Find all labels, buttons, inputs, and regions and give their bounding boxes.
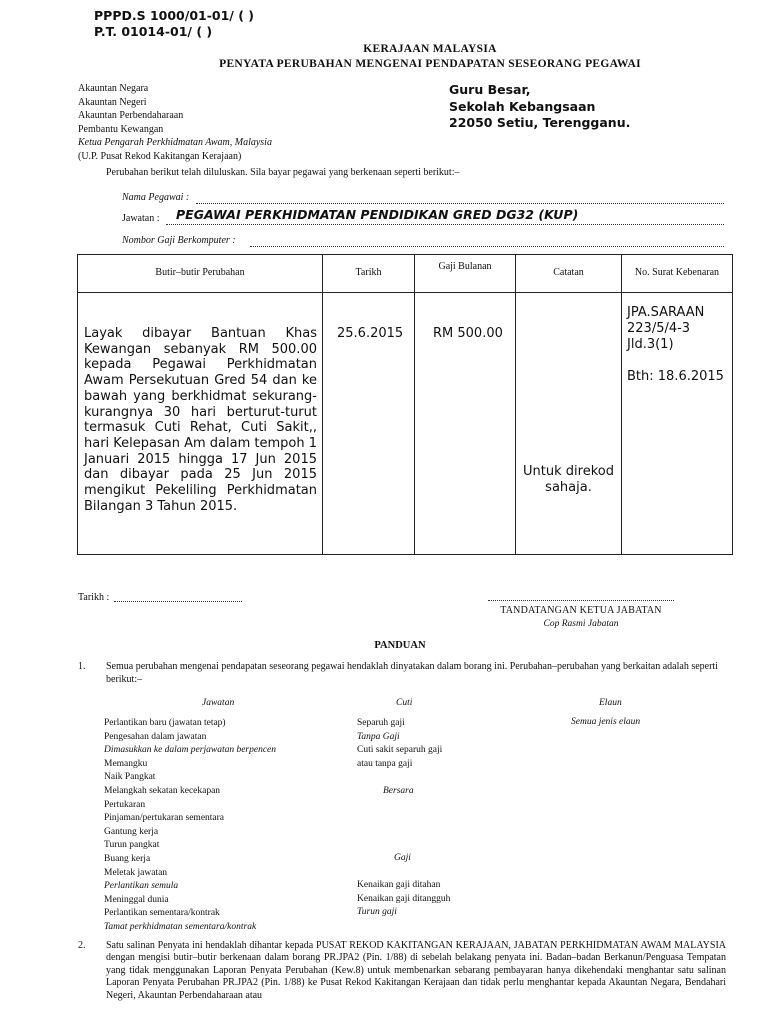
list-item: Meninggal dunia [104, 894, 169, 905]
jawatan-list [104, 717, 276, 935]
table-col-divider [515, 254, 516, 555]
header-surat: No. Surat Kebenaran [634, 267, 720, 278]
list-item: Turun gaji [357, 907, 397, 918]
table-header-divider [77, 292, 733, 293]
header-tarikh: Tarikh [355, 267, 382, 278]
list-item: Perlantikan semula [104, 881, 179, 892]
header-catatan: Catatan [553, 267, 584, 278]
list-item: Naik Pangkat [104, 772, 156, 783]
list-item: Gantung kerja [104, 826, 159, 837]
gaji-berkomputer-field[interactable] [250, 246, 724, 247]
header-gaji-bulanan: Gaji Bulanan [438, 261, 492, 272]
list-item: Perlantikan sementara/kontrak [104, 908, 220, 919]
jawatan-label: Jawatan : [122, 213, 160, 224]
table-col-divider [322, 254, 323, 555]
list-item: Memangku [104, 758, 148, 769]
cell-catatan: Untuk direkod sahaja. [523, 464, 614, 495]
table-col-divider [414, 254, 415, 555]
bersara-heading: Bersara [383, 786, 414, 796]
panduan-item1-text: Semua perubahan mengenai pendapatan seseorang pegawai hendaklah dinyatakan dalam borang ini. Perubahan–perubahan yang berkaitan adalah seperti berikut:– [106, 661, 718, 685]
recipient-item: Ketua Pengarah Perkhidmatan Awam, Malaysia [78, 137, 272, 149]
list-item: Tamat perkhidmatan sementara/kontrak [104, 921, 257, 932]
column-heading-jawatan: Jawatan [202, 698, 235, 708]
list-item: Buang kerja [104, 853, 151, 864]
nama-field[interactable] [196, 203, 724, 204]
surat-line: JPA.SARAAN [627, 305, 705, 320]
header-butir: Butir–butir Perubahan [155, 267, 245, 278]
recipient-item: (U.P. Pusat Rekod Kakitangan Kerajaan) [78, 150, 242, 162]
list-item: atau tanpa gaji [357, 758, 413, 769]
cell-tarikh: 25.6.2015 [337, 326, 404, 341]
table-border-bottom [77, 554, 733, 555]
cell-butir-perubahan: Layak dibayar Bantuan Khas Kewangan sebanyak RM 500.00 kepada Pegawai Perkhidmatan Awam Persekutuan Gred 54 dan ke bawah yang berkhidmat sekurang-kurangnya 30 hari berturut-turut termasuk Cuti Rehat, Cuti Sakit,, hari Kelepasan Am dalam tempoh 1 Januari 2015 hingga 17 Jun 2015 dan dibayar pada 25 Jun 2015 mengikut Pekeliling Perkhidmatan Bilangan 3 Tahun 2015. [84, 326, 317, 514]
list-item: Tanpa Gaji [357, 731, 400, 742]
addressee-line: 22050 Setiu, Terengganu. [449, 115, 631, 130]
list-item: Pinjaman/pertukaran sementara [104, 813, 225, 824]
table-col-divider [621, 254, 622, 555]
form-title: PENYATA PERUBAHAN MENGENAI PENDAPATAN SESEORANG PEGAWAI [219, 58, 641, 70]
list-item: Pengesahan dalam jawatan [104, 731, 207, 742]
addressee [449, 82, 630, 132]
jawatan-field-line [166, 224, 724, 225]
gaji-berkomputer-label: Nombor Gaji Berkomputer : [122, 235, 236, 246]
cell-gaji: RM 500.00 [433, 326, 503, 341]
gaji-heading: Gaji [394, 853, 411, 863]
recipient-list [78, 82, 272, 164]
cuti-list [357, 717, 442, 771]
list-item: Kenaikan gaji ditahan [357, 880, 441, 890]
panduan-item1-number: 1. [78, 661, 86, 672]
government-title: KERAJAAN MALAYSIA [363, 43, 497, 55]
list-item: Perlantikan baru (jawatan tetap) [104, 718, 226, 728]
signature-line[interactable] [488, 600, 674, 601]
cell-surat-kebenaran [627, 305, 724, 385]
nama-label: Nama Pegawai : [122, 192, 190, 203]
recipient-item: Akauntan Negeri [78, 96, 147, 108]
stamp-label: Cop Rasmi Jabatan [543, 619, 619, 629]
list-item: Kenaikan gaji ditangguh [357, 893, 451, 904]
panduan-item2-text: Satu salinan Penyata ini hendaklah dihantar kepada PUSAT REKOD KAKITANGAN KERAJAAN, JABATAN PERKHIDMATAN AWAM MALAYSIA dengan mengisi butir–butir berkenaan dalam borang PR.JPA2 (Pin. 1/88) di sebelah belakang penyata ini. Badan–badan Berkanun/Penguasa Tempatan yang tidak menggunakan Laporan Penyata Perubahan (Kew.8) untuk membenarkan sebarang pembayaran hanya dikehendaki menghantar satu salinan Laporan Penyata Perubahan PR.JPA2 (Pin. 1/88) ke Pusat Rekod Kakitangan Kerajaan dan tidak perlu menghantar kepada Akauntan Negara, Bendahari Negeri, Akauntan Perbendaharaan atau [106, 940, 726, 1001]
tarikh-label: Tarikh : [78, 592, 110, 603]
reference-number-2: P.T. 01014-01/ ( ) [94, 24, 213, 39]
list-item: Turun pangkat [104, 840, 160, 851]
recipient-item: Akauntan Negara [78, 83, 149, 94]
table-border-top [77, 254, 733, 255]
addressee-line: Guru Besar, [449, 82, 531, 97]
jawatan-value[interactable]: PEGAWAI PERKHIDMATAN PENDIDIKAN GRED DG32 (KUP) [176, 207, 579, 222]
list-item: Pertukaran [104, 799, 146, 810]
list-item: Cuti sakit separuh gaji [357, 745, 443, 756]
panduan-item2-number: 2. [78, 940, 86, 951]
signature-label: TANDATANGAN KETUA JABATAN [500, 605, 662, 616]
list-item: Dimasukkan ke dalam perjawatan berpencen [104, 745, 277, 756]
list-item: Melangkah sekatan kecekapan [104, 785, 221, 796]
elaun-item: Semua jenis elaun [571, 717, 641, 727]
gaji-list [357, 879, 450, 920]
column-heading-elaun: Elaun [599, 698, 622, 708]
surat-line: 223/5/4-3 [627, 321, 691, 336]
table-col-divider [77, 254, 78, 555]
list-item: Separuh gaji [357, 718, 405, 728]
recipient-item: Akauntan Perbendaharaan [78, 110, 184, 122]
column-heading-cuti: Cuti [396, 698, 413, 708]
reference-number-1: PPPD.S 1000/01-01/ ( ) [94, 8, 254, 23]
surat-line: Bth: 18.6.2015 [627, 369, 724, 384]
tarikh-field[interactable] [114, 601, 242, 602]
panduan-title: PANDUAN [374, 640, 426, 651]
surat-line: Jld.3(1) [627, 337, 674, 352]
table-col-divider [732, 254, 733, 555]
intro-text: Perubahan berikut telah diluluskan. Sila bayar pegawai yang berkenaan seperti berikut:– [106, 167, 460, 178]
addressee-line: Sekolah Kebangsaan [449, 98, 596, 114]
list-item: Meletak jawatan [104, 867, 168, 878]
recipient-item: Pembantu Kewangan [78, 123, 164, 135]
